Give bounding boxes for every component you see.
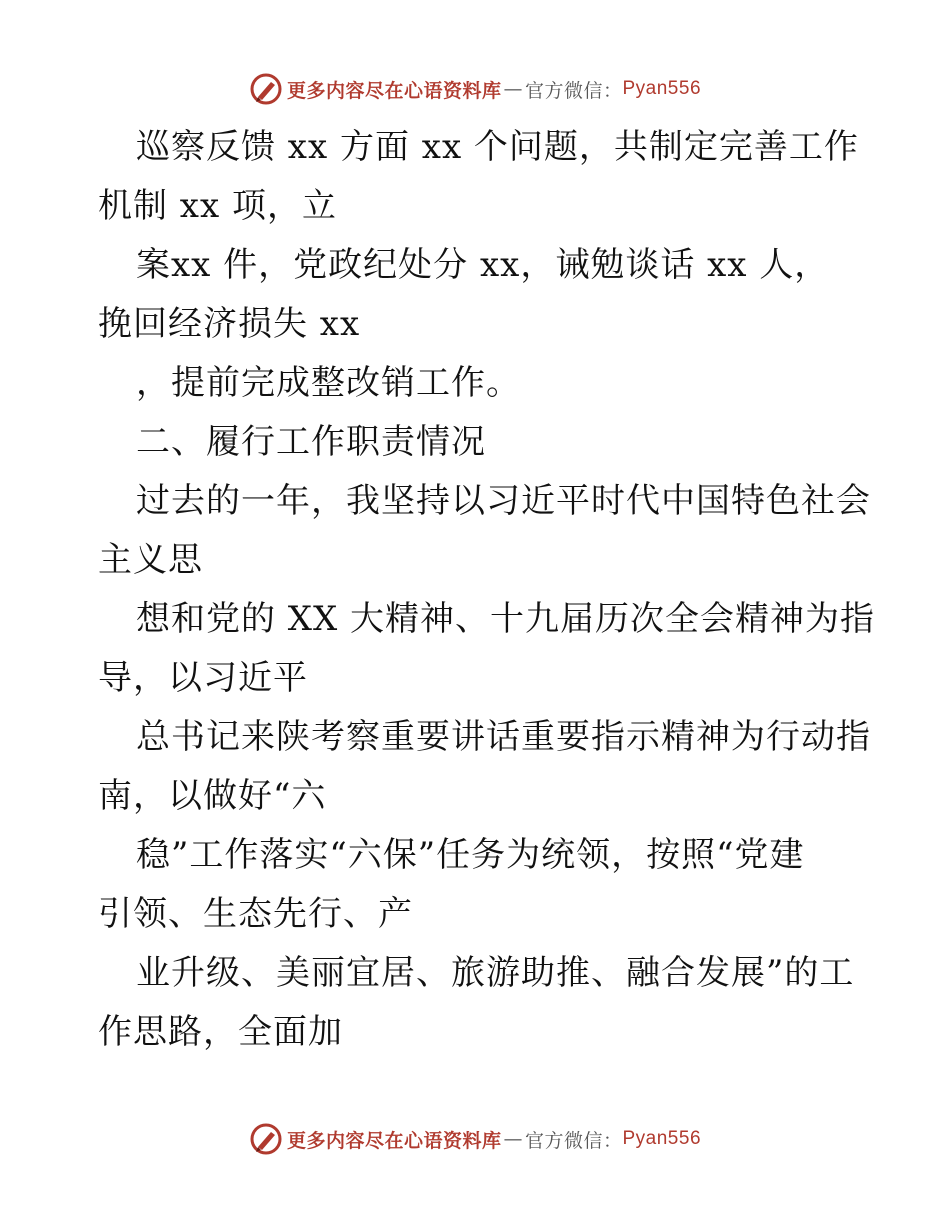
- watermark-dash: —: [503, 78, 523, 100]
- watermark-wechat-id: Pyan556: [622, 1128, 702, 1149]
- footer-watermark: [0, 1122, 950, 1156]
- header-watermark: [0, 72, 950, 106]
- text-line: 引领、生态先行、产: [98, 894, 413, 934]
- text-line: 案xx 件，党政纪处分 xx，诫勉谈话 xx 人，: [136, 245, 830, 285]
- watermark-brand: 更多内容尽在心语资料库: [286, 79, 502, 102]
- text-line: 南，以做好“六: [98, 776, 327, 816]
- text-line: 主义思: [98, 540, 203, 580]
- text-line: 巡察反馈 xx 方面 xx 个问题，共制定完善工作: [136, 127, 859, 167]
- text-line: 总书记来陕考察重要讲话重要指示精神为行动指: [136, 717, 871, 757]
- watermark-brand: 更多内容尽在心语资料库: [286, 1129, 502, 1152]
- watermark-dash: —: [503, 1128, 523, 1150]
- text-line: 业升级、美丽宜居、旅游助推、融合发展”的工: [136, 953, 855, 993]
- text-line: ，提前完成整改销工作。: [136, 363, 521, 403]
- pen-logo-icon: [249, 1122, 283, 1156]
- text-line: 挽回经济损失 xx: [98, 304, 361, 344]
- text-line: 二、履行工作职责情况: [136, 422, 486, 462]
- text-line: 想和党的 XX 大精神、十九届历次全会精神为指: [136, 599, 876, 639]
- text-line: 机制 xx 项，立: [98, 186, 337, 226]
- watermark-wechat-label: 官方微信：: [524, 79, 623, 102]
- text-line: 导，以习近平: [98, 658, 308, 698]
- pen-logo-icon: [249, 72, 283, 106]
- document-body: [98, 118, 876, 1062]
- text-line: 作思路，全面加: [98, 1012, 343, 1052]
- watermark-wechat-id: Pyan556: [622, 78, 702, 99]
- text-line: 稳”工作落实“六保”任务为统领，按照“党建: [136, 835, 805, 875]
- text-line: 过去的一年，我坚持以习近平时代中国特色社会: [136, 481, 871, 521]
- watermark-wechat-label: 官方微信：: [524, 1129, 623, 1152]
